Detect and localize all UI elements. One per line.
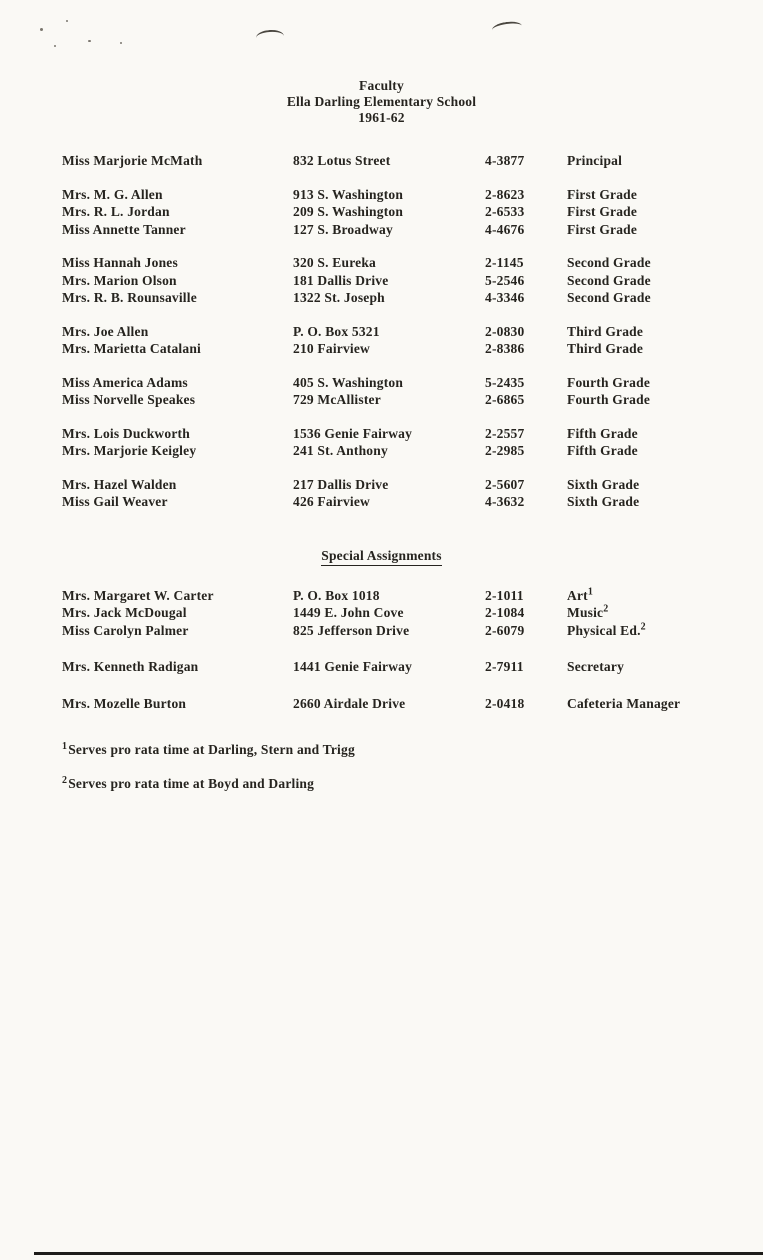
faculty-row	[62, 152, 763, 170]
document-header	[0, 78, 763, 126]
faculty-address: 127 S. Broadway	[293, 221, 393, 237]
staff-name: Mrs. Kenneth Radigan	[62, 659, 199, 674]
faculty-role: Third Grade	[567, 323, 644, 339]
faculty-phone: 5-2546	[485, 272, 525, 288]
faculty-row	[62, 425, 763, 443]
faculty-phone: 5-2435	[485, 374, 525, 390]
staff-phone: 2-1011	[485, 587, 524, 603]
faculty-row	[62, 203, 763, 221]
faculty-name: Miss Norvelle Speakes	[62, 392, 196, 407]
faculty-role: First Grade	[567, 186, 638, 202]
faculty-address: 729 McAllister	[293, 392, 381, 407]
scan-pen-mark	[256, 29, 285, 45]
staff-address: P. O. Box 1018	[293, 587, 380, 603]
footnote-marker: 2	[603, 603, 609, 615]
faculty-row	[62, 391, 763, 409]
faculty-role: Third Grade	[567, 341, 644, 356]
faculty-phone: 4-3346	[485, 290, 525, 305]
faculty-role: First Grade	[567, 204, 638, 219]
faculty-name: Mrs. Marion Olson	[62, 272, 177, 288]
faculty-phone: 4-3877	[485, 153, 525, 168]
staff-role: Secretary	[567, 659, 625, 674]
faculty-role: Second Grade	[567, 255, 651, 270]
faculty-address: 913 S. Washington	[293, 186, 404, 202]
faculty-row	[62, 493, 763, 511]
doc-title: Faculty	[359, 78, 404, 93]
staff-name: Mrs. Mozelle Burton	[62, 695, 187, 711]
special-row	[62, 695, 763, 713]
faculty-row	[62, 221, 763, 239]
staff-phone: 2-7911	[485, 659, 524, 674]
staff-name: Miss Carolyn Palmer	[62, 622, 189, 638]
special-assignments-table	[62, 587, 763, 713]
faculty-row	[62, 340, 763, 358]
doc-school-name: Ella Darling Elementary School	[286, 94, 477, 109]
faculty-role: Principal	[567, 153, 623, 168]
staff-address: 2660 Airdale Drive	[293, 695, 406, 711]
faculty-address: 426 Fairview	[293, 494, 371, 509]
scan-speck	[88, 40, 91, 42]
faculty-name: Mrs. Lois Duckworth	[62, 425, 190, 441]
faculty-address: P. O. Box 5321	[293, 323, 380, 339]
faculty-role: Sixth Grade	[567, 476, 640, 492]
staff-role: Physical Ed.$^2$	[567, 621, 646, 638]
faculty-phone: 2-6533	[485, 204, 525, 219]
faculty-phone: 2-8386	[485, 341, 525, 356]
faculty-row	[62, 442, 763, 460]
special-assignments-header: Special Assignments	[321, 548, 441, 566]
footnotes	[62, 740, 763, 794]
faculty-role: First Grade	[567, 221, 638, 237]
faculty-table	[62, 152, 763, 511]
special-row	[62, 658, 763, 676]
scan-speck	[120, 42, 122, 44]
special-row	[62, 622, 763, 640]
staff-address: 825 Jefferson Drive	[293, 622, 410, 638]
footnote	[62, 740, 763, 760]
faculty-address: 217 Dallis Drive	[293, 476, 389, 492]
faculty-address: 832 Lotus Street	[293, 153, 391, 168]
scan-edge-line	[34, 1252, 763, 1255]
faculty-phone: 2-1145	[485, 255, 524, 270]
faculty-row	[62, 254, 763, 272]
faculty-role: Fifth Grade	[567, 443, 638, 458]
special-assignments-section	[0, 547, 763, 565]
faculty-row	[62, 476, 763, 494]
staff-role: Music$^2$	[567, 603, 609, 620]
special-row	[62, 604, 763, 622]
footnote-number: 1	[62, 740, 68, 752]
faculty-address: 181 Dallis Drive	[293, 272, 389, 288]
faculty-role: Second Grade	[567, 272, 651, 288]
staff-name: Mrs. Margaret W. Carter	[62, 587, 214, 603]
faculty-phone: 2-5607	[485, 476, 525, 492]
faculty-role: Sixth Grade	[567, 494, 640, 509]
staff-role: Art$^1$	[567, 586, 594, 603]
faculty-name: Miss Marjorie McMath	[62, 153, 203, 168]
staff-phone: 2-6079	[485, 622, 525, 638]
staff-phone: 2-0418	[485, 695, 525, 711]
faculty-address: 320 S. Eureka	[293, 255, 376, 270]
special-row	[62, 587, 763, 605]
faculty-phone: 2-2985	[485, 443, 525, 458]
footnote-text: Serves pro rata time at Boyd and Darling	[68, 776, 315, 791]
faculty-address: 1322 St. Joseph	[293, 290, 385, 305]
staff-address: 1449 E. John Cove	[293, 605, 404, 620]
faculty-name: Miss America Adams	[62, 374, 188, 390]
staff-name: Mrs. Jack McDougal	[62, 605, 187, 620]
faculty-phone: 2-8623	[485, 186, 525, 202]
faculty-row	[62, 272, 763, 290]
faculty-name: Mrs. M. G. Allen	[62, 186, 163, 202]
faculty-phone: 4-3632	[485, 494, 525, 509]
faculty-name: Mrs. R. B. Rounsaville	[62, 290, 197, 305]
faculty-address: 241 St. Anthony	[293, 443, 388, 458]
faculty-name: Miss Gail Weaver	[62, 494, 168, 509]
faculty-role: Fifth Grade	[567, 425, 638, 441]
faculty-address: 209 S. Washington	[293, 204, 404, 219]
faculty-address: 405 S. Washington	[293, 374, 404, 390]
faculty-row	[62, 186, 763, 204]
scan-speck	[66, 20, 68, 22]
scan-speck	[40, 28, 43, 31]
faculty-phone: 2-0830	[485, 323, 525, 339]
footnote-text: Serves pro rata time at Darling, Stern and Trigg	[68, 742, 355, 757]
staff-address: 1441 Genie Fairway	[293, 659, 413, 674]
staff-phone: 2-1084	[485, 605, 525, 620]
doc-year: 1961-62	[358, 110, 405, 125]
faculty-phone: 2-2557	[485, 425, 525, 441]
faculty-phone: 2-6865	[485, 392, 525, 407]
scan-speck	[54, 45, 56, 47]
footnote-marker: 2	[640, 621, 646, 632]
faculty-role: Second Grade	[567, 290, 651, 305]
faculty-name: Mrs. Marjorie Keigley	[62, 443, 197, 458]
faculty-name: Mrs. Hazel Walden	[62, 476, 177, 492]
footnote-number: 2	[62, 774, 68, 786]
footnote	[62, 774, 763, 794]
scan-pen-mark	[491, 20, 522, 36]
faculty-name: Miss Annette Tanner	[62, 221, 186, 237]
faculty-phone: 4-4676	[485, 221, 525, 237]
faculty-address: 210 Fairview	[293, 341, 371, 356]
faculty-row	[62, 323, 763, 341]
faculty-name: Miss Hannah Jones	[62, 255, 178, 270]
faculty-row	[62, 289, 763, 307]
faculty-name: Mrs. Joe Allen	[62, 323, 149, 339]
faculty-name: Mrs. Marietta Catalani	[62, 341, 201, 356]
staff-role: Cafeteria Manager	[567, 695, 681, 711]
faculty-role: Fourth Grade	[567, 374, 651, 390]
faculty-row	[62, 374, 763, 392]
faculty-role: Fourth Grade	[567, 392, 651, 407]
footnote-marker: 1	[587, 586, 594, 597]
faculty-name: Mrs. R. L. Jordan	[62, 204, 170, 219]
faculty-address: 1536 Genie Fairway	[293, 425, 413, 441]
